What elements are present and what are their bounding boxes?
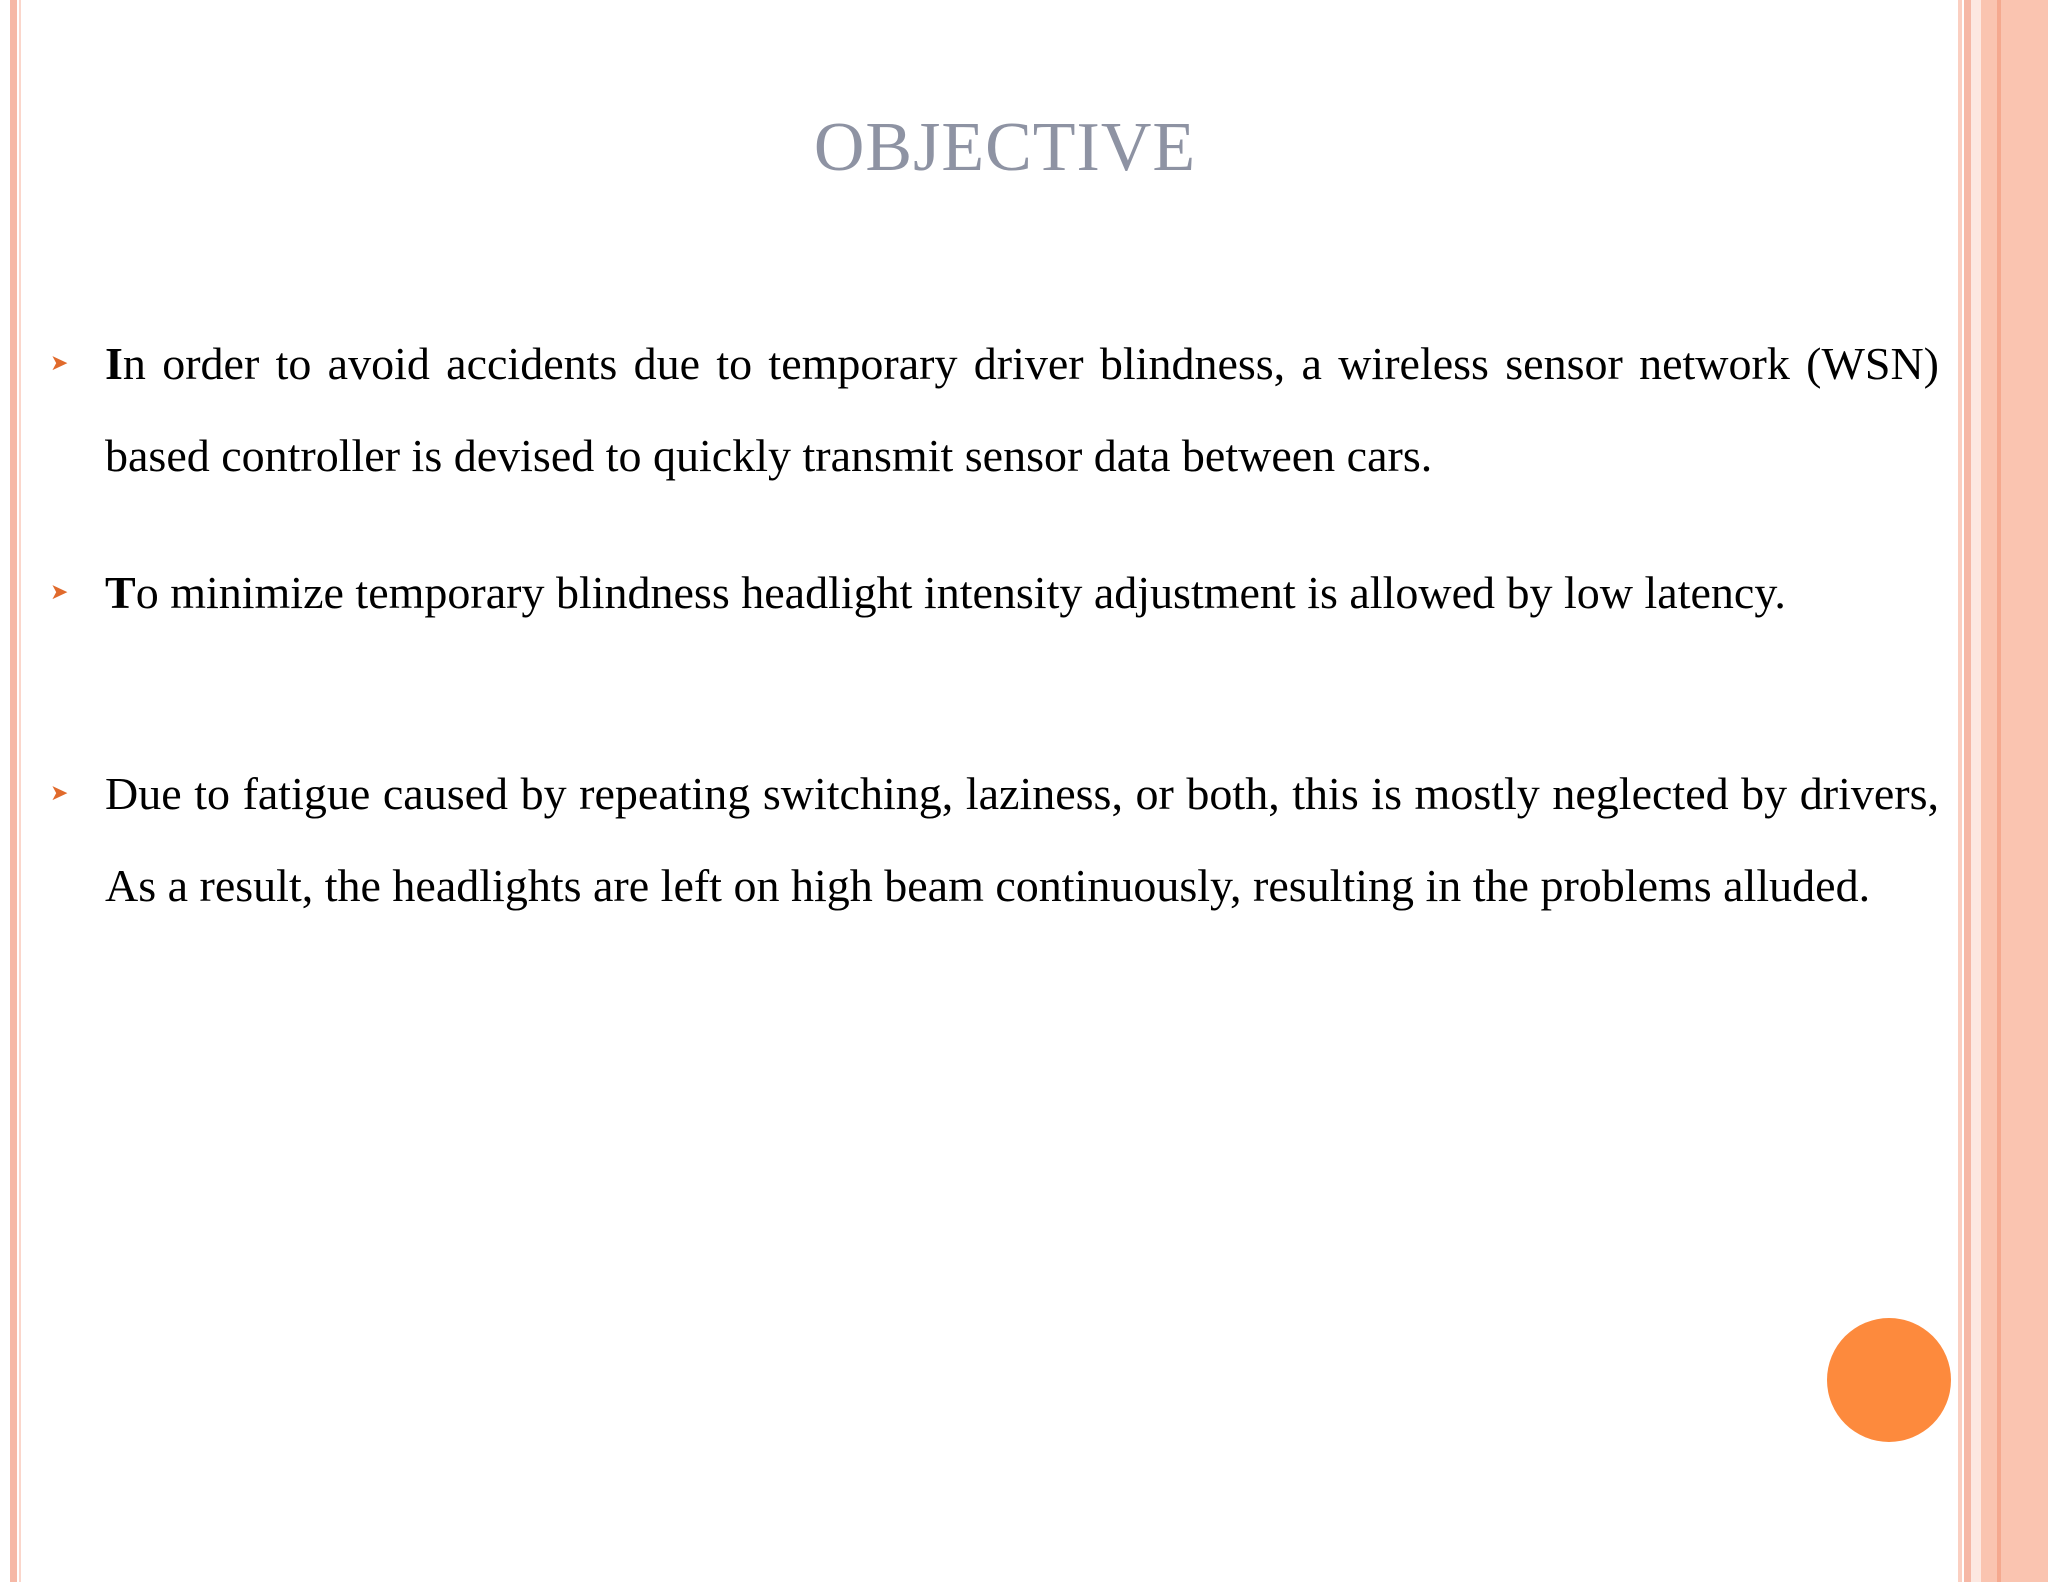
bullet-item — [50, 318, 1939, 502]
bullet-item — [50, 748, 1939, 932]
arrowhead-bullet-icon: ➤ — [50, 580, 69, 605]
bullet-text: n order to avoid accidents due to temporary driver blindness, a wireless sensor network (WSN) based controller is devised to quickly transmit sensor data between cars. — [105, 338, 1939, 481]
bullet-text: Due to fatigue caused by repeating switching, laziness, or both, this is mostly neglected by drivers, As a result, the headlights are left on high beam continuously, resulting in the problems alluded. — [105, 768, 1939, 911]
bullet-item — [50, 547, 1939, 639]
slide-title: OBJECTIVE — [813, 109, 1197, 186]
arrowhead-bullet-icon: ➤ — [50, 351, 69, 376]
bullet-text: o minimize temporary blindness headlight intensity adjustment is allowed by low latency. — [135, 567, 1786, 618]
accent-circle-decoration — [1827, 1318, 1951, 1442]
bullet-lead-letter: T — [105, 567, 136, 618]
arrowhead-bullet-icon: ➤ — [50, 781, 69, 806]
bullet-lead-letter: I — [105, 338, 123, 389]
